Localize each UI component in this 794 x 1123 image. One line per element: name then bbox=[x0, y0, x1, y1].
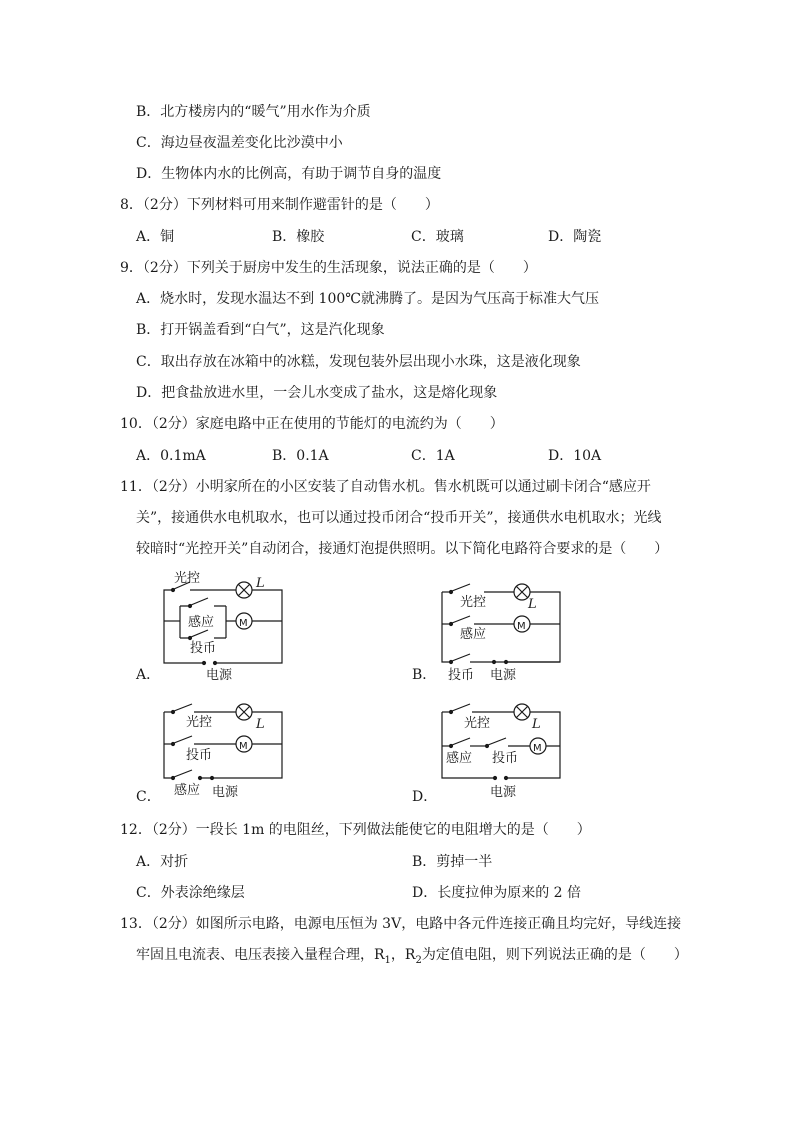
power-label: 电源 bbox=[212, 785, 239, 800]
circuit-diagram-d bbox=[428, 698, 578, 803]
light-switch-label: 光控 bbox=[186, 715, 213, 730]
q11-option-a: A． bbox=[136, 667, 161, 683]
q8-option-d: D．陶瓷 bbox=[548, 229, 602, 245]
coin-switch-label: 投币 bbox=[190, 641, 217, 656]
q13-stem-line1: 13．（2分）如图所示电路，电源电压恒为 3V，电路中各元件连接正确且均完好，导线连接 bbox=[120, 916, 682, 932]
lamp-label: L bbox=[532, 717, 541, 732]
q8-option-b: B．橡胶 bbox=[272, 229, 325, 245]
q8-option-c: C．玻璃 bbox=[411, 229, 464, 245]
q10-option-c: C．1A bbox=[411, 448, 455, 464]
q10-option-b: B．0.1A bbox=[272, 448, 329, 464]
light-switch-label: 光控 bbox=[464, 716, 491, 731]
sense-switch-label: 感应 bbox=[460, 627, 487, 642]
motor-label: M bbox=[533, 743, 542, 754]
power-label: 电源 bbox=[490, 785, 517, 800]
light-switch-label: 光控 bbox=[460, 595, 487, 610]
circuit-diagram-a bbox=[150, 568, 300, 683]
sense-switch-label: 感应 bbox=[174, 783, 201, 798]
light-switch-label: 光控 bbox=[174, 571, 201, 586]
q12-option-a: A．对折 bbox=[136, 854, 189, 870]
motor-label: M bbox=[517, 621, 526, 632]
motor-label: M bbox=[239, 741, 248, 752]
sense-switch-label: 感应 bbox=[188, 615, 215, 630]
q9-option-c: C．取出存放在冰箱中的冰糕，发现包装外层出现小水珠，这是液化现象 bbox=[136, 354, 581, 370]
q10-option-a: A．0.1mA bbox=[136, 448, 206, 464]
q10-option-d: D．10A bbox=[548, 448, 602, 464]
lamp-label: L bbox=[256, 576, 265, 591]
lamp-label: L bbox=[528, 597, 537, 612]
power-label: 电源 bbox=[206, 668, 233, 683]
q11-stem-line3: 较暗时“光控开关”自动闭合，接通灯泡提供照明。以下简化电路符合要求的是（ ） bbox=[136, 541, 669, 557]
q12-option-c: C．外表涂绝缘层 bbox=[136, 885, 245, 901]
coin-switch-label: 投币 bbox=[186, 748, 213, 763]
q12-option-d: D．长度拉伸为原来的 2 倍 bbox=[412, 885, 582, 901]
q11-option-d: D． bbox=[412, 789, 438, 805]
coin-switch-label: 投币 bbox=[448, 668, 475, 683]
power-label: 电源 bbox=[490, 668, 517, 683]
q8-option-a: A．铜 bbox=[136, 229, 175, 245]
circuit-diagram-b bbox=[428, 580, 578, 685]
q11-option-c: C． bbox=[136, 789, 161, 805]
q7-option-c: C．海边昼夜温差变化比沙漠中小 bbox=[136, 135, 343, 151]
q9-option-a: A．烧水时，发现水温达不到 100℃就沸腾了。是因为气压高于标准大气压 bbox=[136, 291, 599, 307]
q11-option-b: B． bbox=[412, 667, 437, 683]
lamp-label: L bbox=[256, 717, 265, 732]
coin-switch-label: 投币 bbox=[492, 751, 519, 766]
q10-stem: 10．（2分）家庭电路中正在使用的节能灯的电流约为（ ） bbox=[120, 416, 504, 432]
q9-option-d: D．把食盐放进水里，一会儿水变成了盐水，这是熔化现象 bbox=[136, 385, 498, 401]
q12-stem: 12．（2分）一段长 1m 的电阻丝，下列做法能使它的电阻增大的是（ ） bbox=[120, 822, 591, 838]
q11-stem-line1: 11．（2分）小明家所在的小区安装了自动售水机。售水机既可以通过刷卡闭合“感应开 bbox=[120, 479, 651, 495]
q7-option-d: D．生物体内水的比例高，有助于调节自身的温度 bbox=[136, 166, 442, 182]
sense-switch-label: 感应 bbox=[446, 751, 473, 766]
q7-option-b: B．北方楼房内的“暖气”用水作为介质 bbox=[136, 104, 371, 120]
q9-stem: 9．（2分）下列关于厨房中发生的生活现象，说法正确的是（ ） bbox=[120, 260, 537, 276]
q9-option-b: B．打开锅盖看到“白气”，这是汽化现象 bbox=[136, 322, 385, 338]
q8-stem: 8．（2分）下列材料可用来制作避雷针的是（ ） bbox=[120, 197, 439, 213]
q11-stem-line2: 关”，接通供水电机取水，也可以通过投币闭合“投币开关”，接通供水电机取水；光线 bbox=[136, 510, 662, 526]
circuit-diagram-c bbox=[150, 698, 300, 803]
q13-stem-line2: 牢固且电流表、电压表接入量程合理，$R_1$，$R_2$为定值电阻，则下列说法正确的是（ ） bbox=[136, 947, 688, 966]
motor-label: M bbox=[239, 618, 248, 629]
q12-option-b: B．剪掉一半 bbox=[412, 854, 493, 870]
